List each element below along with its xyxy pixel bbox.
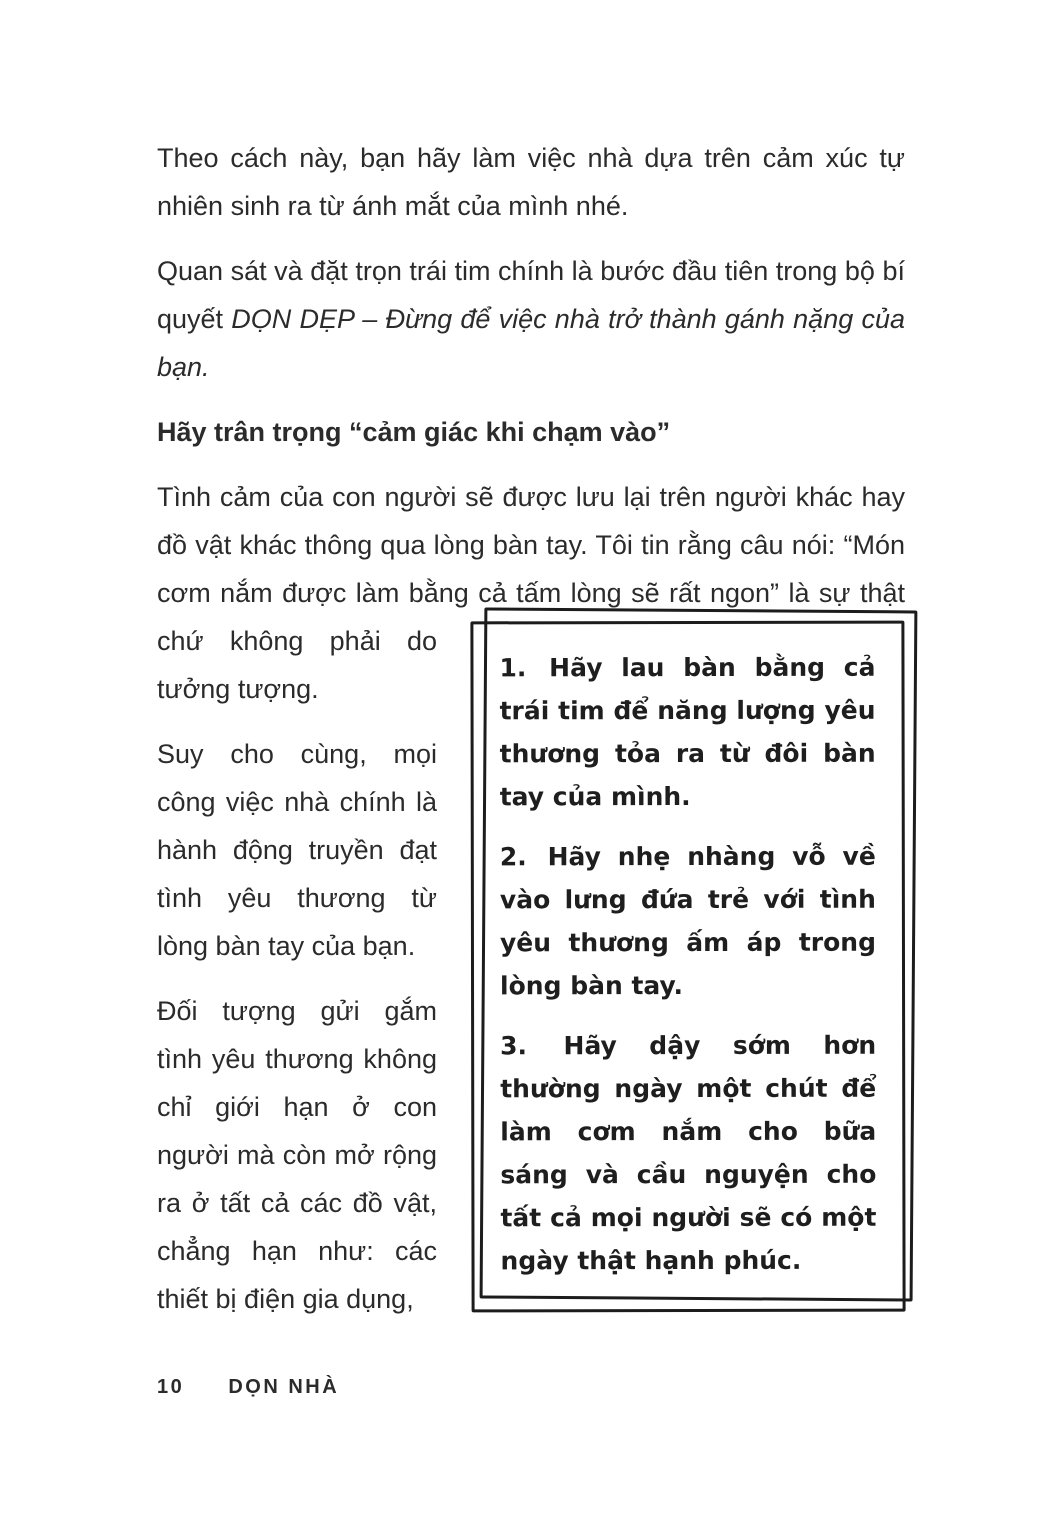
page-number: 10	[157, 1376, 185, 1398]
paragraph-2-italic-book-title: DỌN DẸP – Đừng để việc nhà trở thành gánh nặng của bạn.	[157, 304, 905, 382]
note-item-2	[500, 835, 876, 1008]
note-item-3-text: Hãy dậy sớm hơn thường ngày một chút để làm cơm nắm cho bữa sáng và cầu nguyện cho tất cả mọi người sẽ có một ngày thật hạnh phúc.	[500, 1030, 877, 1276]
note-item-1	[499, 646, 875, 819]
paragraph-3-after-box: thật chứ không phải do tưởng tượng.	[157, 578, 905, 704]
running-book-title: DỌN NHÀ	[228, 1376, 340, 1398]
page-footer	[157, 1376, 339, 1399]
note-item-2-text: Hãy nhẹ nhàng vỗ về vào lưng đứa trẻ với tình yêu thương ấm áp trong lòng bàn tay.	[499, 841, 876, 1001]
note-item-1-text: Hãy lau bàn bằng cả trái tim để năng lượng yêu thương tỏa ra từ đôi bàn tay của mình.	[499, 652, 876, 812]
paragraph-5: Đối tượng gửi gắm tình yêu thương không chỉ giới hạn ở con người mà còn mở rộng ra ở tất cả các đồ vật, chẳng hạn như: các thiết bị điện gia dụng,	[157, 996, 437, 1314]
page-content	[157, 134, 905, 1340]
note-item-3-number: 3.	[500, 1031, 528, 1061]
note-item-2-number: 2.	[499, 842, 527, 872]
paragraph-1: Theo cách này, bạn hãy làm việc nhà dựa trên cảm xúc tự nhiên sinh ra từ ánh mắt của mình nhé.	[157, 143, 905, 221]
paragraph-2	[157, 247, 905, 391]
note-box	[470, 621, 905, 1313]
note-item-1-number: 1.	[499, 653, 527, 683]
note-item-3	[500, 1024, 876, 1283]
paragraph-4: Suy cho cùng, mọi công việc nhà chính là hành động truyền đạt tình yêu thương từ lòng bàn tay của bạn.	[157, 739, 437, 961]
paragraph-2-normal-text: Quan sát và đặt trọn trái tim chính là bước đầu tiên trong bộ bí quyết	[157, 256, 905, 334]
section-heading: Hãy trân trọng “cảm giác khi chạm vào”	[157, 417, 671, 447]
paragraph-3-before-box: Tình cảm của con người sẽ được lưu lại trên người khác hay đồ vật khác thông qua lòng bàn tay. Tôi tin rằng câu nói: “Món cơm nắm được làm bằng cả tấm lòng sẽ rất ngon” là sự	[157, 482, 905, 608]
